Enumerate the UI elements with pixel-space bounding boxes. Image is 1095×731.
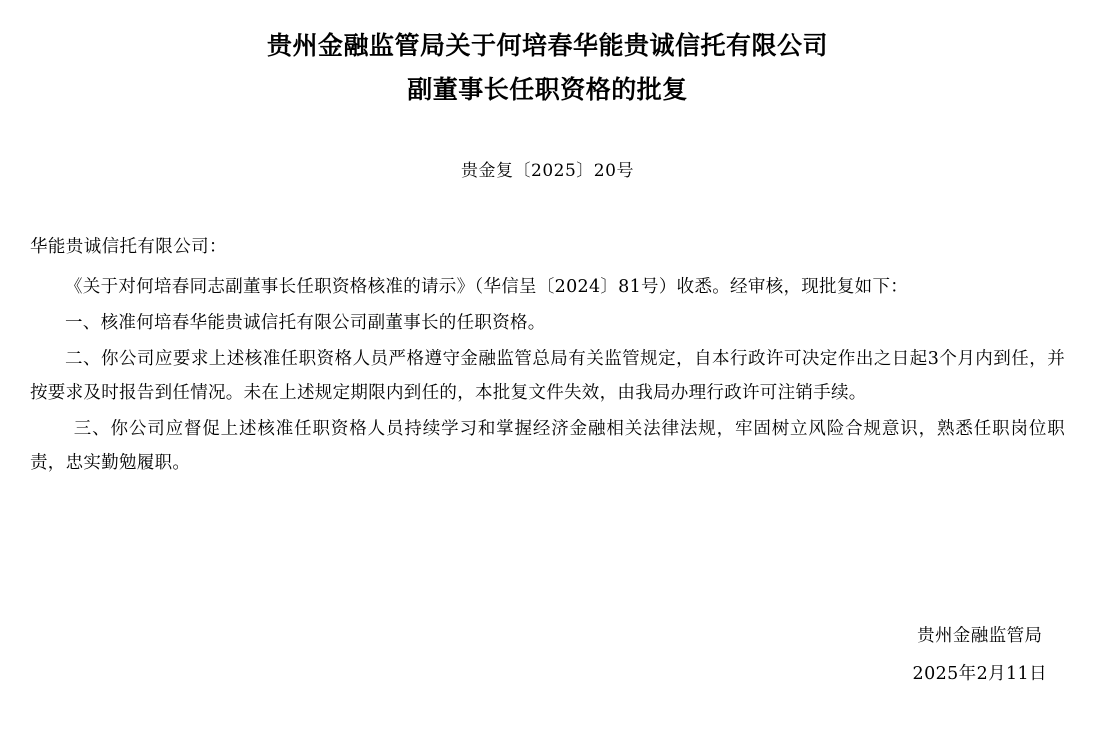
recipient-line: 华能贵诚信托有限公司：	[30, 237, 227, 257]
paragraph-intro: 《关于对何培春同志副董事长任职资格核准的请示》（华信呈〔2024〕81号）收悉。经审核，现批复如下：	[65, 277, 909, 297]
page-title	[0, 0, 1095, 112]
document-body	[0, 232, 1095, 480]
paragraph-item-3: 三、你公司应督促上述核准任职资格人员持续学习和掌握经济金融相关法律法规，牢固树立风险合规意识，熟悉任职岗位职责，忠实勤勉履职。	[30, 419, 1065, 473]
paragraph-item-1: 一、核准何培春华能贵诚信托有限公司副董事长的任职资格。	[65, 313, 546, 333]
page-title-line-1: 贵州金融监管局关于何培春华能贵诚信托有限公司	[266, 31, 828, 60]
page-title-line-2: 副董事长任职资格的批复	[407, 75, 688, 104]
document-number: 贵金复〔2025〕20号	[461, 161, 634, 181]
signature-block	[913, 617, 1047, 693]
signature-date: 2025年2月11日	[912, 664, 1047, 684]
paragraph-item-2: 二、你公司应要求上述核准任职资格人员严格遵守金融监管总局有关监管规定，自本行政许可决定作出之日起3个月内到任，并按要求及时报告到任情况。未在上述规定期限内到任的，本批复文件失效，由我局办理行政许可注销手续。	[30, 349, 1065, 403]
signature-issuer: 贵州金融监管局	[917, 626, 1043, 646]
